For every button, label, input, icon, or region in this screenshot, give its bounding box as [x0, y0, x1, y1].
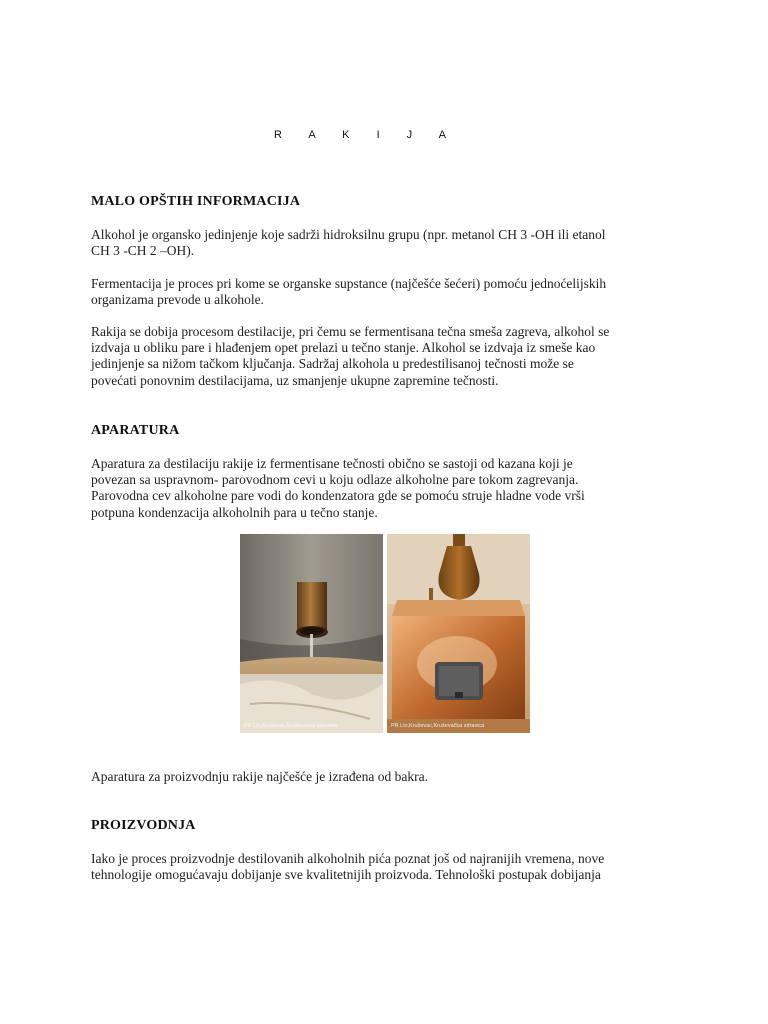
- text-line: povezan sa uspravnom- parovodnom cevi u koju odlaze alkoholne pare tokom zagrevanja.: [91, 472, 579, 488]
- paragraph-aparatura: [91, 456, 681, 521]
- paragraph-alkohol: [91, 227, 681, 259]
- text-line: Parovodna cev alkoholne pare vodi do kondenzatora gde se pomoću struje hladne vode vrši: [91, 488, 585, 504]
- text-line: Fermentacija je proces pri kome se organske supstance (najčešće šećeri) pomoću jednoćelijskih: [91, 276, 607, 291]
- document-title: R A K I J A: [274, 129, 458, 141]
- text-line: Aparatura za proizvodnju rakije najčešće je izrađena od bakra.: [91, 769, 428, 784]
- photo-copper-spout: [240, 534, 383, 733]
- text-line: CH 3 -CH 2 –OH).: [91, 243, 195, 259]
- text-line: Aparatura za destilaciju rakije iz fermentisane tečnosti obično se sastoji od kazana koji je: [91, 456, 573, 471]
- text-line: potpuna kondenzacija alkoholnih para u tečno stanje.: [91, 504, 378, 520]
- text-line: tehnologije omogućavaju dobijanje sve kvalitetnijih proizvoda. Tehnološki postupak dobijanja: [91, 867, 601, 883]
- text-line: jedinjenje sa nižom tačkom ključanja. Sadržaj alkohola u predestilisanoj tečnosti može se: [91, 356, 574, 372]
- text-line: Rakija se dobija procesom destilacije, pri čemu se fermentisana tečna smeša zagreva, alkohol se: [91, 324, 610, 339]
- photo-copper-still-image: [387, 534, 530, 733]
- text-line: izdvaja u obliku pare i hlađenjem opet prelazi u tečno stanje. Alkohol se izdvaja iz smeše kao: [91, 340, 596, 356]
- section-heading-aparatura: APARATURA: [91, 423, 180, 438]
- photo-copper-still: [387, 534, 530, 733]
- photo-credit: PR Lin,Kruševac,Kruševačka zdravica: [244, 723, 338, 729]
- paragraph-fermentacija: [91, 276, 681, 308]
- paragraph-proizvodnja: [91, 851, 681, 883]
- text-line: Alkohol je organsko jedinjenje koje sadrži hidroksilnu grupu (npr. metanol CH 3 -OH ili etanol: [91, 227, 606, 242]
- text-line: Iako je proces proizvodnje destilovanih alkoholnih pića poznat još od najranijih vremena, nove: [91, 851, 605, 866]
- paragraph-rakija: [91, 324, 681, 389]
- section-heading-general-info: MALO OPŠTIH INFORMACIJA: [91, 194, 301, 209]
- paragraph-bakar: [91, 769, 681, 785]
- text-line: povećati ponovnim destilacijama, uz smanjenje ukupne zapremine tečnosti.: [91, 372, 499, 388]
- photo-credit: PR Lin,Kruševac,Kruševačka zdravica: [391, 723, 485, 729]
- section-heading-proizvodnja: PROIZVODNJA: [91, 818, 196, 833]
- text-line: organizama prevode u alkohole.: [91, 292, 264, 308]
- photo-copper-spout-image: [240, 534, 383, 733]
